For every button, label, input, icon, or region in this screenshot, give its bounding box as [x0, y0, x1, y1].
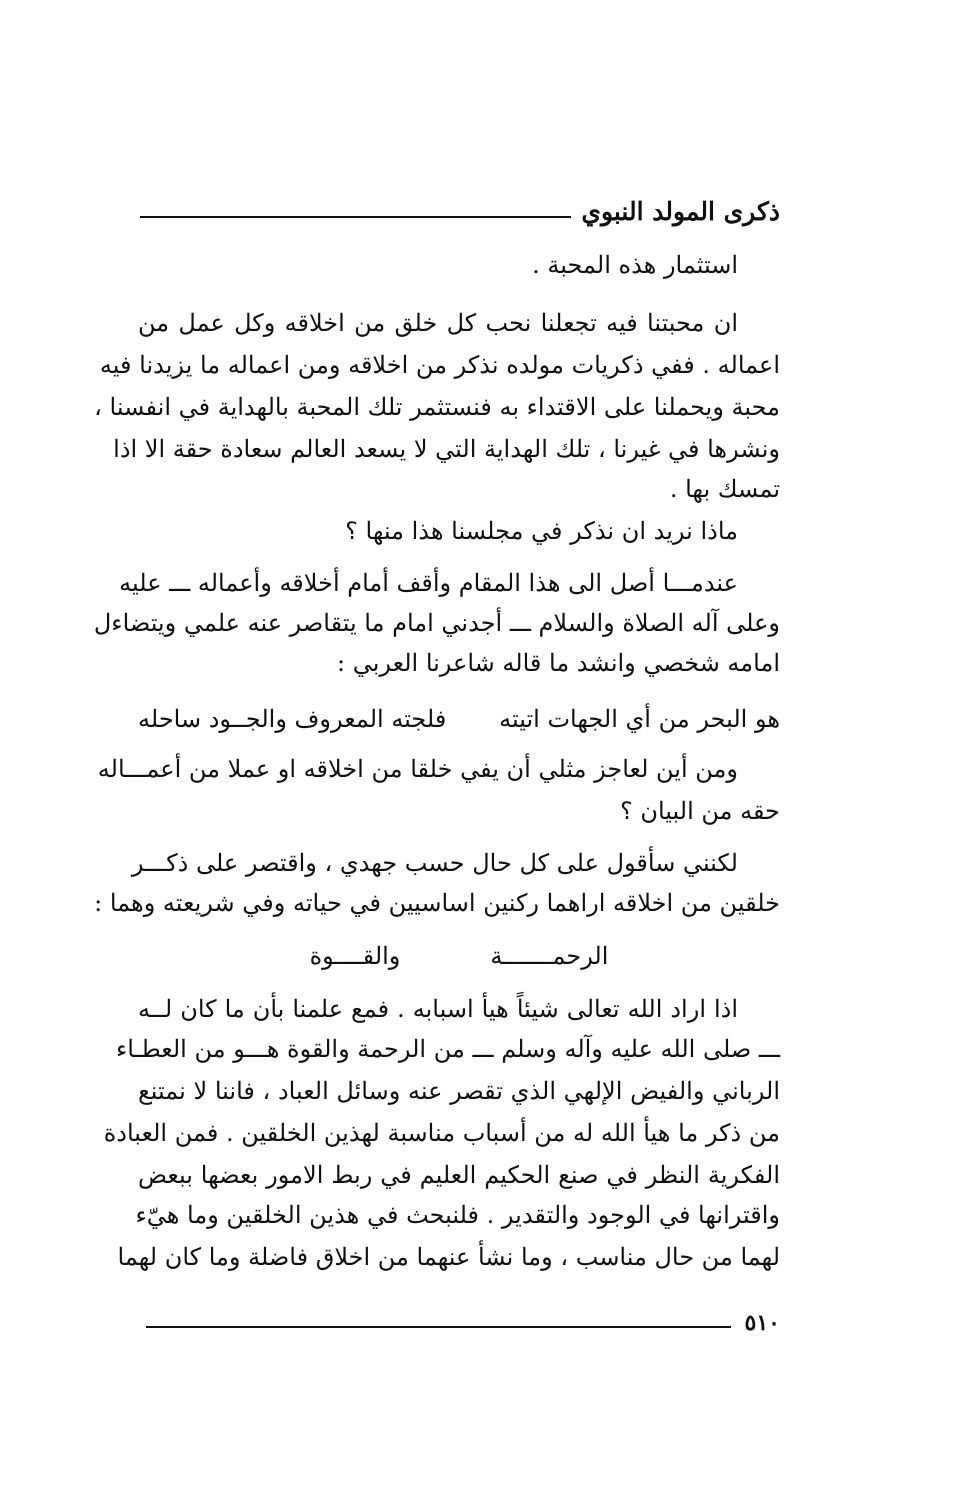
paragraph-line: تمسك بها . — [669, 475, 780, 503]
verse-first-hemistich: هو البحر من أي الجهات اتيته — [499, 705, 780, 733]
paragraph-line: واقترانها في الوجود والتقدير . فلنبحث في هذين الخلقين وما هيّء — [135, 1201, 780, 1229]
paragraph-line: لكنني سأقول على كل حال حسب جهدي ، واقتصر على ذكـــر — [131, 849, 738, 877]
page-number: ٥١٠ — [744, 1310, 780, 1336]
paragraph-line: ونشرها في غيرنا ، تلك الهداية التي لا يسعد العالم سعادة حقة الا اذا — [113, 435, 780, 463]
verse-second-hemistich: فلجته المعروف والجــود ساحله — [138, 705, 447, 733]
running-header — [140, 186, 780, 226]
page-footer — [146, 1300, 780, 1336]
paragraph-line: من ذكر ما هيأ الله له من أسباب مناسبة لهذين الخلقين . فمن العبادة — [103, 1119, 780, 1147]
paragraph-line: خلقين من اخلاقه اراهما ركنين اساسيين في حياته وفي شريعته وهما : — [94, 889, 780, 917]
paragraph-line: حقه من البيان ؟ — [620, 797, 780, 825]
footer-rule — [146, 1326, 731, 1328]
poetry-verse — [138, 700, 780, 738]
paragraph-line: الفكرية النظر في صنع الحكيم العليم في ربط الامور بعضها ببعض — [138, 1161, 780, 1189]
paragraph-line: الرباني والفيض الإلهي الذي تقصر عنه وسائل العباد ، فاننا لا نمتنع — [138, 1077, 780, 1105]
paragraph-line: وعلى آله الصلاة والسلام ـــ أجدني امام ما يتقاصر عنه علمي ويتضاءل — [93, 609, 780, 637]
heading-word-mercy: الرحمـــــــة — [490, 942, 609, 970]
section-heading — [138, 936, 780, 976]
paragraph-line: ماذا نريد ان نذكر في مجلسنا هذا منها ؟ — [345, 517, 738, 545]
paragraph-line: استثمار هذه المحبة . — [532, 251, 738, 279]
header-rule — [140, 216, 571, 218]
paragraph-line: اعماله . ففي ذكريات مولده نذكر من اخلاقه ومن اعماله ما يزيدنا فيه — [99, 351, 780, 379]
paragraph-line: ان محبتنا فيه تجعلنا نحب كل خلق من اخلاقه وكل عمل من — [138, 309, 738, 337]
heading-word-strength: والقــــوة — [309, 942, 401, 970]
paragraph-line: ومن أين لعاجز مثلي أن يفي خلقا من اخلاقه او عملا من أعمـــاله — [97, 755, 738, 783]
running-header-title: ذكرى المولد النبوي — [581, 197, 780, 226]
paragraph-line: محبة ويحملنا على الاقتداء به فنستثمر تلك المحبة بالهداية في انفسنا ، — [94, 393, 780, 421]
paragraph-line: امامه شخصي وانشد ما قاله شاعرنا العربي : — [336, 649, 780, 677]
paragraph-line: ـــ صلى الله عليه وآله وسلم ـــ من الرحمة والقوة هـــو من العطـاء — [115, 1035, 780, 1063]
paragraph-line: عندمـــا أصل الى هذا المقام وأقف أمام أخلاقه وأعماله ـــ عليه — [119, 569, 738, 597]
paragraph-line: لهما من حال مناسب ، وما نشأ عنهما من اخلاق فاضلة وما كان لهما — [117, 1243, 780, 1271]
paragraph-line: اذا اراد الله تعالى شيئاً هيأ اسبابه . فمع علمنا بأن ما كان لــه — [138, 995, 738, 1023]
